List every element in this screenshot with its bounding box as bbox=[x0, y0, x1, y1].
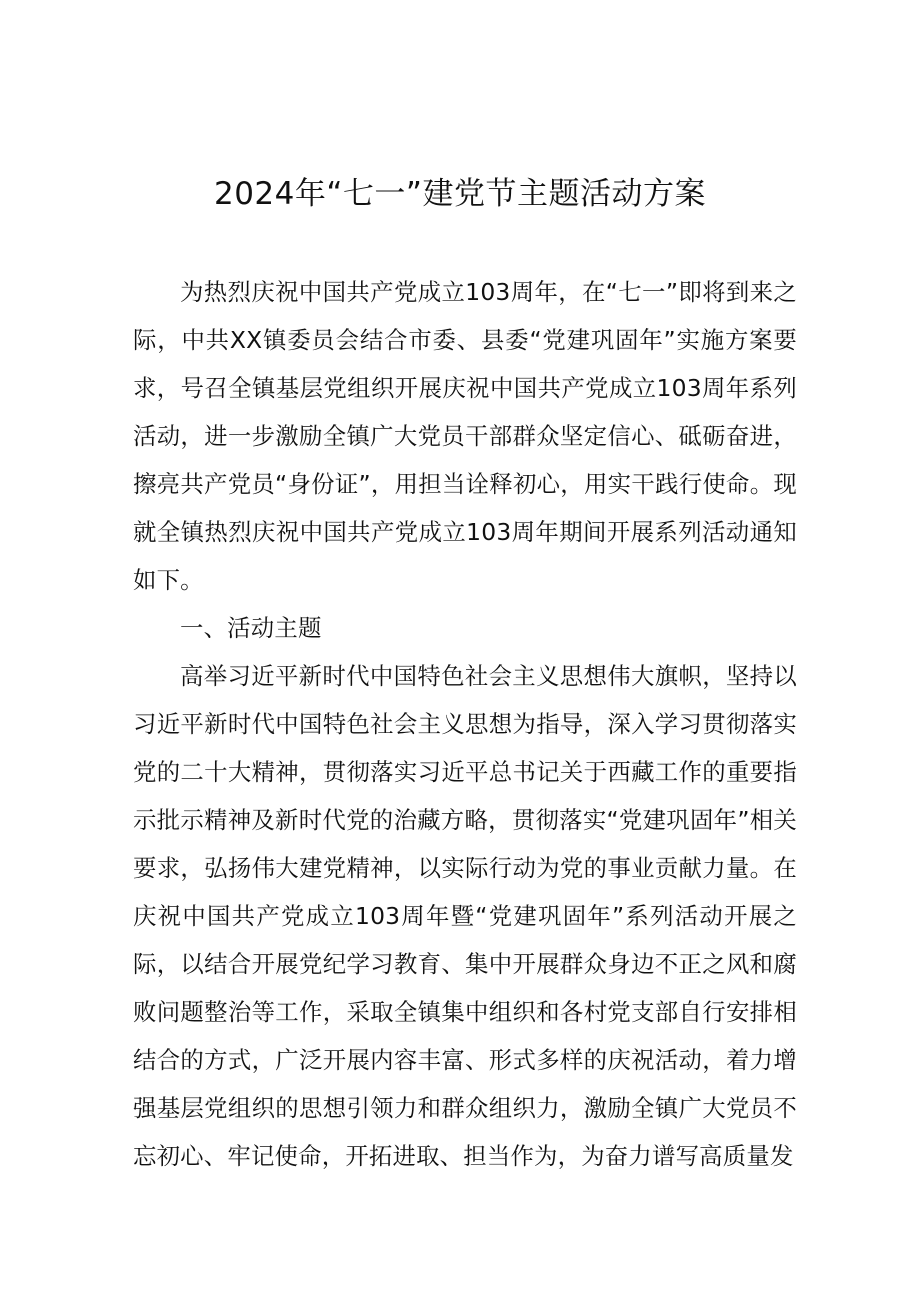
section-theme-paragraph: 高举习近平新时代中国特色社会主义思想伟大旗帜，坚持以习近平新时代中国特色社会主义思想为指导，深入学习贯彻落实党的二十大精神，贯彻落实习近平总书记关于西藏工作的重要指示批示精神及新时代党的治藏方略，贯彻落实“党建巩固年”相关要求，弘扬伟大建党精神，以实际行动为党的事业贡献力量。在庆祝中国共产党成立103周年暨“党建巩固年”系列活动开展之际，以结合开展党纪学习教育、集中开展群众身边不正之风和腐败问题整治等工作，采取全镇集中组织和各村党支部自行安排相结合的方式，广泛开展内容丰富、形式多样的庆祝活动，着力增强基层党组织的思想引领力和群众组织力，激励全镇广大党员不忘初心、牢记使命，开拓进取、担当作为，为奋力谱写高质量发 bbox=[133, 662, 797, 1170]
intro-paragraph: 为热烈庆祝中国共产党成立103周年，在“七一”即将到来之际，中共XX镇委员会结合市委、县委“党建巩固年”实施方案要求，号召全镇基层党组织开展庆祝中国共产党成立103周年系列活动，进一步激励全镇广大党员干部群众坚定信心、砥砺奋进，擦亮共产党员“身份证”，用担当诠释初心，用实干践行使命。现就全镇热烈庆祝中国共产党成立103周年期间开展系列活动通知如下。 bbox=[133, 278, 797, 594]
section-heading-theme: 一、活动主题 bbox=[180, 614, 322, 642]
document-title: 2024年“七一”建党节主题活动方案 bbox=[213, 176, 706, 212]
document-body bbox=[133, 268, 797, 1180]
